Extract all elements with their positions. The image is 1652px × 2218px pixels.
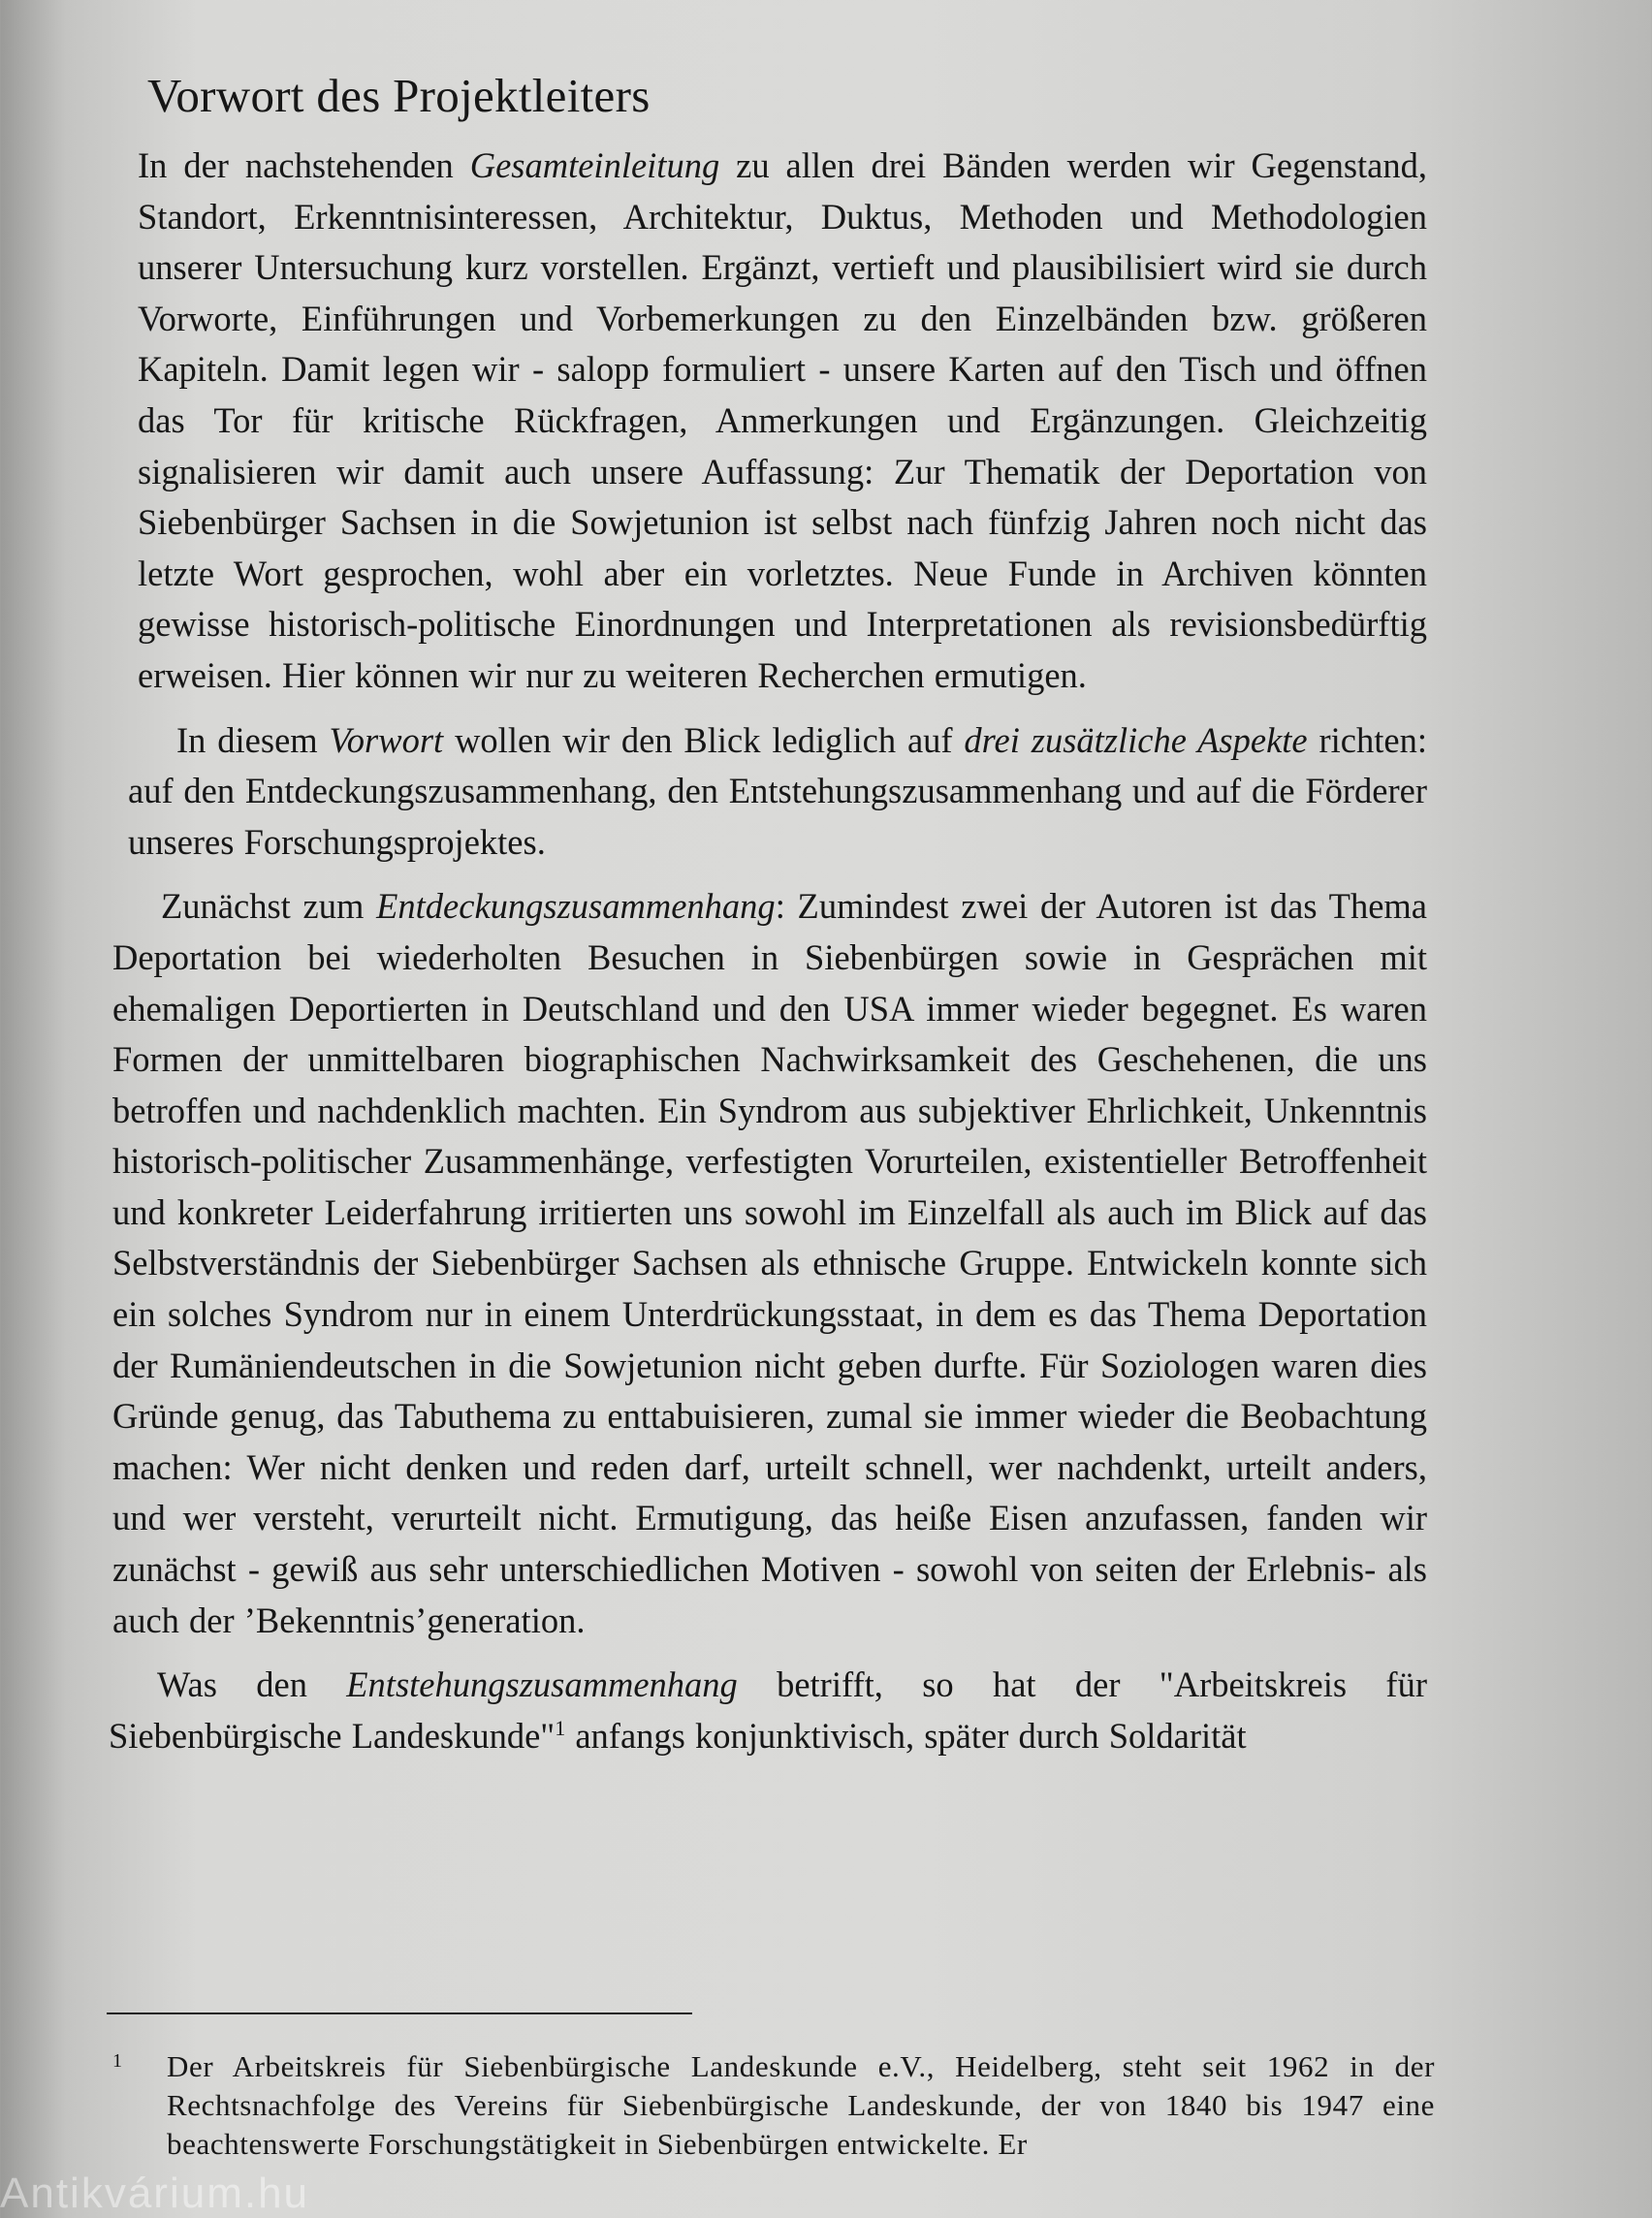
italic-term: Entdeckungszusammenhang [376, 886, 776, 927]
text-run: : Zumindest zwei der Autoren ist das Thema Deportation bei wiederholten Besuchen in Siebenbürgen sowie in Gesprächen mit ehemaligen Deportierten in Deutschland und den USA immer wieder begegnet. Es waren Formen der unmittelbaren biographischen Nachwirksamkeit des Geschehenen, die uns betroffen und nachdenklich machten. Ein Syndrom aus subjektiver Ehrlichkeit, Unkenntnis historisch-politischer Zusammenhänge, verfestigten Vorurteilen, existentieller Betroffenheit und konkreter Leiderfahrung irritierten uns sowohl im Einzelfall als auch im Blick auf das Selbstverständnis der Siebenbürger Sachsen als ethnische Gruppe. Entwickeln konnte sich ein solches Syndrom nur in einem Unterdrückungsstaat, in dem es das Thema Deportation der Rumäniendeutschen in die Sowjetunion nicht geben durfte. Für Soziologen waren dies Gründe genug, das Tabuthema zu enttabuisieren, zumal sie immer wieder die Beobachtung machen: Wer nicht denken und reden darf, urteilt schnell, wer nachdenkt, urteilt anders, und wer versteht, verurteilt nicht. Ermutigung, das heiße Eisen anzufassen, fanden wir zunächst - gewiß aus sehr unterschiedlichen Motiven - sowohl von seiten der Erlebnis- als auch der ’Bekenntnis’generation. [112, 886, 1427, 1640]
italic-term: Entstehungszusammenhang [346, 1664, 738, 1705]
footnote-reference[interactable]: 1 [555, 1715, 566, 1740]
paragraph-aspects [128, 715, 1427, 869]
footnote-divider [107, 2012, 692, 2014]
italic-term: Gesamteinleitung [469, 145, 720, 185]
footnote-mark: 1 [112, 2050, 122, 2072]
watermark: Antikvárium.hu [0, 2170, 310, 2217]
paragraph-discovery [112, 881, 1427, 1646]
text-run: In diesem [176, 719, 330, 760]
paragraph-intro [138, 141, 1427, 702]
text-run: Was den [157, 1664, 347, 1705]
text-run: In der nachstehenden [138, 145, 470, 185]
text-run: anfangs konjunktivisch, später durch Soldarität [565, 1715, 1247, 1756]
page-title: Vorwort des Projektleiters [147, 69, 651, 122]
italic-term: drei zusätzliche Aspekte [964, 719, 1308, 760]
text-run: wollen wir den Blick lediglich auf [443, 719, 965, 760]
text-run: Zunächst zum [161, 886, 377, 927]
paragraph-origin [109, 1660, 1427, 1761]
text-run: richten: auf den Entdeckungszusammenhang, den Entstehungszusammenhang und auf die Förderer unseres Forschungsprojektes. [128, 719, 1427, 862]
text-run: zu allen drei Bänden werden wir Gegenstand, Standort, Erkenntnisinteressen, Architektur, Duktus, Methoden und Methodologien unserer Untersuchung kurz vorstellen. Ergänzt, vertieft und plausibilisiert wird sie durch Vorworte, Einführungen und Vorbemerkungen zu den Einzelbänden bzw. größeren Kapiteln. Damit legen wir - salopp formuliert - unsere Karten auf den Tisch und öffnen das Tor für kritische Rückfragen, Anmerkungen und Ergänzungen. Gleichzeitig signalisieren wir damit auch unsere Auffassung: Zur Thematik der Deportation von Siebenbürger Sachsen in die Sowjetunion ist selbst nach fünfzig Jahren noch nicht das letzte Wort gesprochen, wohl aber ein vorletztes. Neue Funde in Archiven könnten gewisse historisch-politische Einordnungen und Interpretationen als revisionsbedürftig erweisen. Hier können wir nur zu weiteren Recherchen ermutigen. [138, 145, 1427, 695]
page-body [109, 68, 1427, 1775]
italic-term: Vorwort [329, 719, 444, 760]
text-run: betrifft, so hat der "Arbeitskreis für Siebenbürgische Landeskunde" [109, 1664, 1427, 1756]
footnote [107, 2047, 1435, 2164]
footnote-text: Der Arbeitskreis für Siebenbürgische Landeskunde e.V., Heidelberg, steht seit 1962 in der Rechtsnachfolge des Vereins für Siebenbürgische Landeskunde, der von 1840 bis 1947 eine beachtenswerte Forschungstätigkeit in Siebenbürgen entwickelte. Er [167, 2049, 1435, 2161]
